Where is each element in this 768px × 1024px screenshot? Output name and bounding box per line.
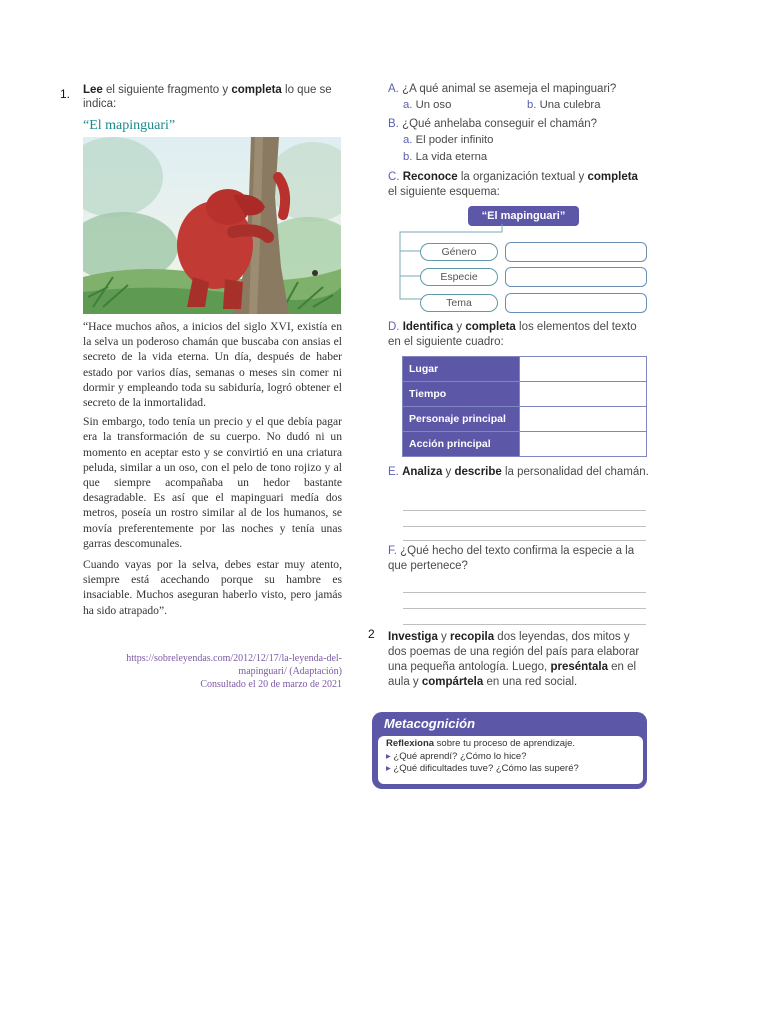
row-answer-main-character[interactable] — [520, 407, 647, 432]
instruction-text: el siguiente fragmento y — [102, 84, 232, 96]
schema-answer-theme[interactable] — [505, 293, 647, 313]
question-d — [388, 320, 650, 349]
question-a-option-a[interactable] — [403, 99, 451, 111]
row-answer-main-action[interactable] — [520, 432, 647, 457]
question-c — [388, 170, 650, 199]
exercise-2-instruction — [388, 630, 650, 690]
verb-recognize: Reconoce — [402, 171, 458, 183]
source-consulted-date: Consultado el 20 de marzo de 2021 — [200, 679, 342, 690]
bullet-icon: ▸ — [386, 750, 391, 762]
table-row — [403, 382, 647, 407]
verb-investigate: Investiga — [388, 631, 438, 643]
option-text: Una culebra — [539, 99, 601, 111]
schema-label-genre: Género — [420, 243, 498, 261]
option-text: La vida eterna — [415, 151, 488, 163]
mapinguari-illustration — [83, 137, 341, 314]
question-e-letter: E. — [388, 466, 399, 478]
story-source — [83, 652, 342, 691]
story-paragraph-2: Sin embargo, todo tenía un precio y el que debía pagar era la transformación de su cuerpo. No dudó ni un momento en aceptar esto y se convirtió en una criatura peluda, similar a un oso, con el pelo de tono rojizo y al que siempre acompañaba un hedor bastante desagradable. Es así que el mapinguari medía dos metros, poseía un rostro similar al de los humanos, se movía preferentemente por las noches y tenía unas garras descomunales. — [83, 415, 342, 550]
metacognition-item — [386, 763, 637, 776]
instruction-text-end: lo que se indica: — [83, 84, 332, 110]
metacognition-item — [386, 751, 637, 764]
story-title: “El mapinguari” — [83, 118, 176, 133]
exercise-number-1: 1. — [60, 87, 71, 101]
verb-reflect: Reflexiona — [386, 738, 435, 749]
exercise-number-2: 2 — [368, 627, 375, 641]
metacognition-box — [372, 712, 647, 789]
answer-line-e-2[interactable] — [403, 526, 646, 527]
answer-line-e-1[interactable] — [403, 510, 646, 511]
exercise-2-text-1: y — [437, 631, 450, 643]
verb-present: preséntala — [550, 661, 608, 673]
table-row — [403, 357, 647, 382]
question-b-letter: B. — [388, 118, 399, 130]
question-b-option-b[interactable] — [403, 151, 487, 163]
schema-answer-genre[interactable] — [505, 242, 647, 262]
source-url-line-2: mapinguari/ (Adaptación) — [238, 666, 342, 677]
question-b-text: ¿Qué anhelaba conseguir el chamán? — [402, 118, 598, 130]
exercise-2-text-3: en el aula y — [388, 661, 637, 688]
verb-share: compártela — [421, 676, 484, 688]
question-b — [388, 117, 648, 132]
story-paragraph-3: Cuando vayas por la selva, debes estar muy atento, siempre está acechando porque su hambre es insaciable. Muchos aseguran haberlo visto, pero jamás ha sido atrapado”. — [83, 558, 342, 617]
question-a-option-b[interactable] — [527, 99, 600, 111]
elements-table — [402, 356, 647, 457]
metacognition-item-text: ¿Qué dificultades tuve? ¿Cómo las superé? — [393, 763, 579, 774]
instruction-verb-read: Lee — [83, 84, 103, 96]
exercise-2-text-end: en una red social. — [483, 676, 578, 688]
metacognition-intro-text: sobre tu proceso de aprendizaje. — [434, 738, 576, 749]
story-illustration — [83, 137, 341, 314]
verb-complete: completa — [465, 321, 516, 333]
question-a-letter: A. — [388, 83, 399, 95]
exercise-1-instruction — [83, 83, 345, 111]
verb-describe: describe — [454, 466, 502, 478]
question-f-letter: F. — [388, 545, 397, 557]
row-label-main-character: Personaje principal — [403, 407, 520, 432]
row-label-time: Tiempo — [403, 382, 520, 407]
option-text: El poder infinito — [415, 134, 494, 146]
question-e-text: y — [442, 466, 455, 478]
row-answer-time[interactable] — [520, 382, 647, 407]
row-label-place: Lugar — [403, 357, 520, 382]
question-d-text-end: los elementos del texto en el siguiente cuadro: — [388, 321, 637, 348]
question-c-text: la organización textual y — [457, 171, 588, 183]
table-row — [403, 407, 647, 432]
verb-complete: completa — [587, 171, 638, 183]
instruction-verb-complete: completa — [231, 84, 282, 96]
option-letter: b. — [403, 151, 413, 163]
bullet-icon: ▸ — [386, 763, 391, 774]
metacognition-title: Metacognición — [384, 716, 476, 731]
option-text: Un oso — [415, 99, 452, 111]
schema-answer-species[interactable] — [505, 267, 647, 287]
question-f — [388, 544, 650, 573]
question-c-letter: C. — [388, 171, 400, 183]
table-row — [403, 432, 647, 457]
answer-line-e-3[interactable] — [403, 540, 646, 541]
metacognition-intro — [386, 738, 637, 751]
question-d-text: y — [453, 321, 466, 333]
story-paragraph-1: “Hace muchos años, a inicios del siglo XVI, existía en la selva un poderoso chamán que buscaba con ansias el secreto de la vida eterna. Un día, después de haber estado por varios días, semanas o meses sin comer ni dormir y empleando toda su sabiduría, logró obtener el secreto de la inmortalidad. — [83, 320, 342, 410]
question-f-text: ¿Qué hecho del texto confirma la especie a la que pertenece? — [388, 545, 635, 572]
answer-line-f-3[interactable] — [403, 624, 646, 625]
option-letter: a. — [403, 99, 413, 111]
story-text — [83, 319, 342, 622]
answer-line-f-1[interactable] — [403, 592, 646, 593]
schema-title: “El mapinguari” — [468, 206, 579, 226]
schema-label-theme: Tema — [420, 294, 498, 312]
question-d-letter: D. — [388, 321, 400, 333]
answer-line-f-2[interactable] — [403, 608, 646, 609]
question-e — [388, 465, 650, 480]
option-letter: b. — [527, 99, 537, 111]
verb-identify: Identifica — [402, 321, 454, 333]
row-label-main-action: Acción principal — [403, 432, 520, 457]
source-url-line-1[interactable]: https://sobreleyendas.com/2012/12/17/la-leyenda-del- — [126, 653, 342, 664]
option-letter: a. — [403, 134, 413, 146]
metacognition-body — [378, 736, 643, 784]
metacognition-item-text: ¿Qué aprendí? ¿Cómo lo hice? — [393, 750, 527, 762]
exercise-2-text-2: dos leyendas, dos mitos y dos poemas de una región del país para elaborar una pequeña antología. Luego, — [388, 631, 640, 673]
question-c-text-end: el siguiente esquema: — [388, 185, 500, 198]
question-a — [388, 82, 648, 97]
question-a-text: ¿A qué animal se asemeja el mapinguari? — [402, 83, 617, 95]
question-e-text-end: la personalidad del chamán. — [501, 466, 649, 478]
row-answer-place[interactable] — [520, 357, 647, 382]
question-b-option-a[interactable] — [403, 134, 493, 146]
verb-analyze: Analiza — [402, 466, 443, 478]
verb-compile: recopila — [450, 631, 495, 643]
schema-label-species: Especie — [420, 268, 498, 286]
